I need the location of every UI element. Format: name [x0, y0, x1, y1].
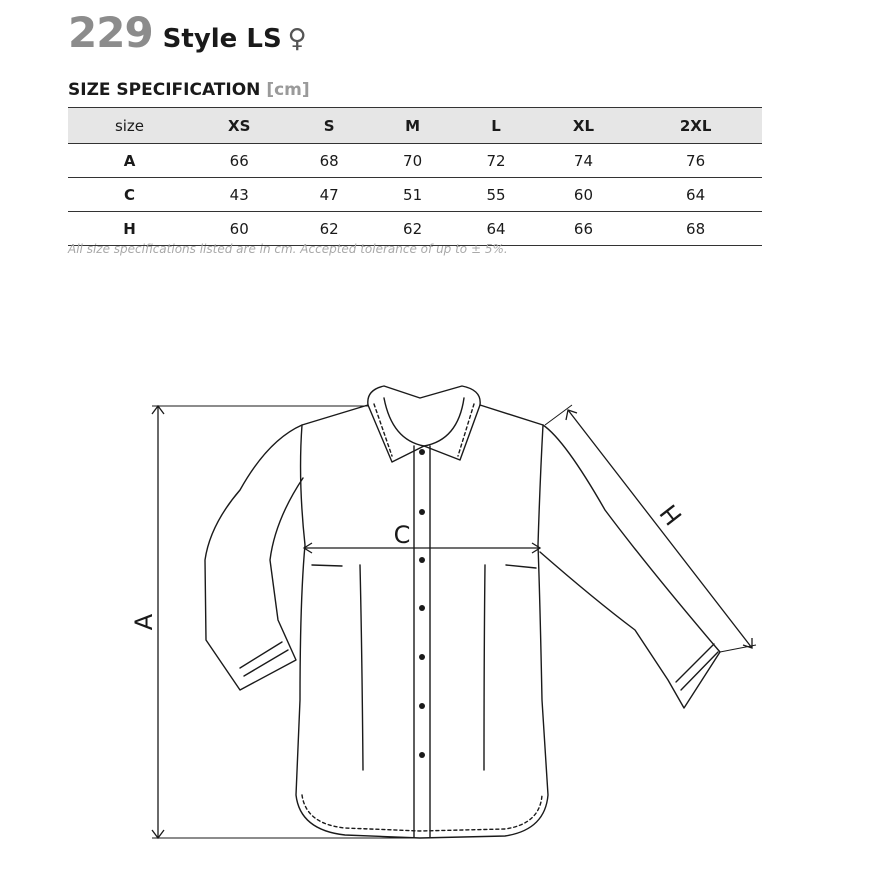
dimension-a-label: A	[130, 613, 158, 631]
table-cell: 72	[454, 144, 537, 178]
waist-seam-right	[506, 565, 536, 568]
button-icon	[419, 654, 425, 660]
dimension-a	[152, 406, 420, 838]
placket	[414, 446, 430, 837]
dimension-c-label: C	[393, 521, 411, 549]
left-cuff	[240, 642, 288, 676]
table-cell: 74	[538, 144, 629, 178]
table-cell: 70	[371, 144, 454, 178]
table-cell: 60	[538, 178, 629, 212]
button-icon	[419, 752, 425, 758]
header-cell: XS	[191, 108, 287, 144]
front-dart-right	[484, 565, 485, 770]
table-cell: 47	[287, 178, 370, 212]
header-cell: XL	[538, 108, 629, 144]
header-cell: 2XL	[629, 108, 762, 144]
dimension-h-label: H	[654, 498, 688, 531]
front-dart-left	[360, 565, 363, 770]
collar-inner	[384, 398, 464, 446]
table-cell: 62	[371, 212, 454, 246]
button-icon	[419, 703, 425, 709]
header-cell: size	[68, 108, 191, 144]
button-icon	[419, 557, 425, 563]
table-cell: 43	[191, 178, 287, 212]
table-cell: 51	[371, 178, 454, 212]
buttons-group	[419, 449, 425, 758]
collar-stitch	[374, 404, 474, 456]
table-cell: 64	[629, 178, 762, 212]
spec-unit: [cm]	[266, 80, 310, 100]
table-cell: 55	[454, 178, 537, 212]
spec-title-text: SIZE SPECIFICATION	[68, 80, 261, 100]
header-cell: M	[371, 108, 454, 144]
right-cuff	[676, 644, 718, 690]
button-icon	[419, 509, 425, 515]
product-name: Style LS	[162, 24, 282, 54]
table-cell: 76	[629, 144, 762, 178]
table-cell: 66	[191, 144, 287, 178]
row-label: C	[68, 178, 191, 212]
product-code: 229	[68, 8, 153, 57]
shirt-body-outline	[296, 405, 548, 838]
table-cell: 60	[191, 212, 287, 246]
table-cell: 68	[287, 144, 370, 178]
button-icon	[419, 605, 425, 611]
dimension-c	[304, 543, 540, 553]
row-label: A	[68, 144, 191, 178]
hem-stitch	[302, 795, 542, 831]
table-cell: 62	[287, 212, 370, 246]
table-cell: 66	[538, 212, 629, 246]
dimension-h	[545, 405, 756, 652]
header-cell: L	[454, 108, 537, 144]
table-cell: 68	[629, 212, 762, 246]
button-icon	[419, 449, 425, 455]
row-label: H	[68, 212, 191, 246]
waist-seam-left	[312, 565, 342, 566]
header-cell: S	[287, 108, 370, 144]
tolerance-note: All size specifications listed are in cm. Accepted tolerance of up to ± 5%.	[68, 242, 508, 256]
female-icon: ♀	[287, 24, 307, 54]
table-cell: 64	[454, 212, 537, 246]
